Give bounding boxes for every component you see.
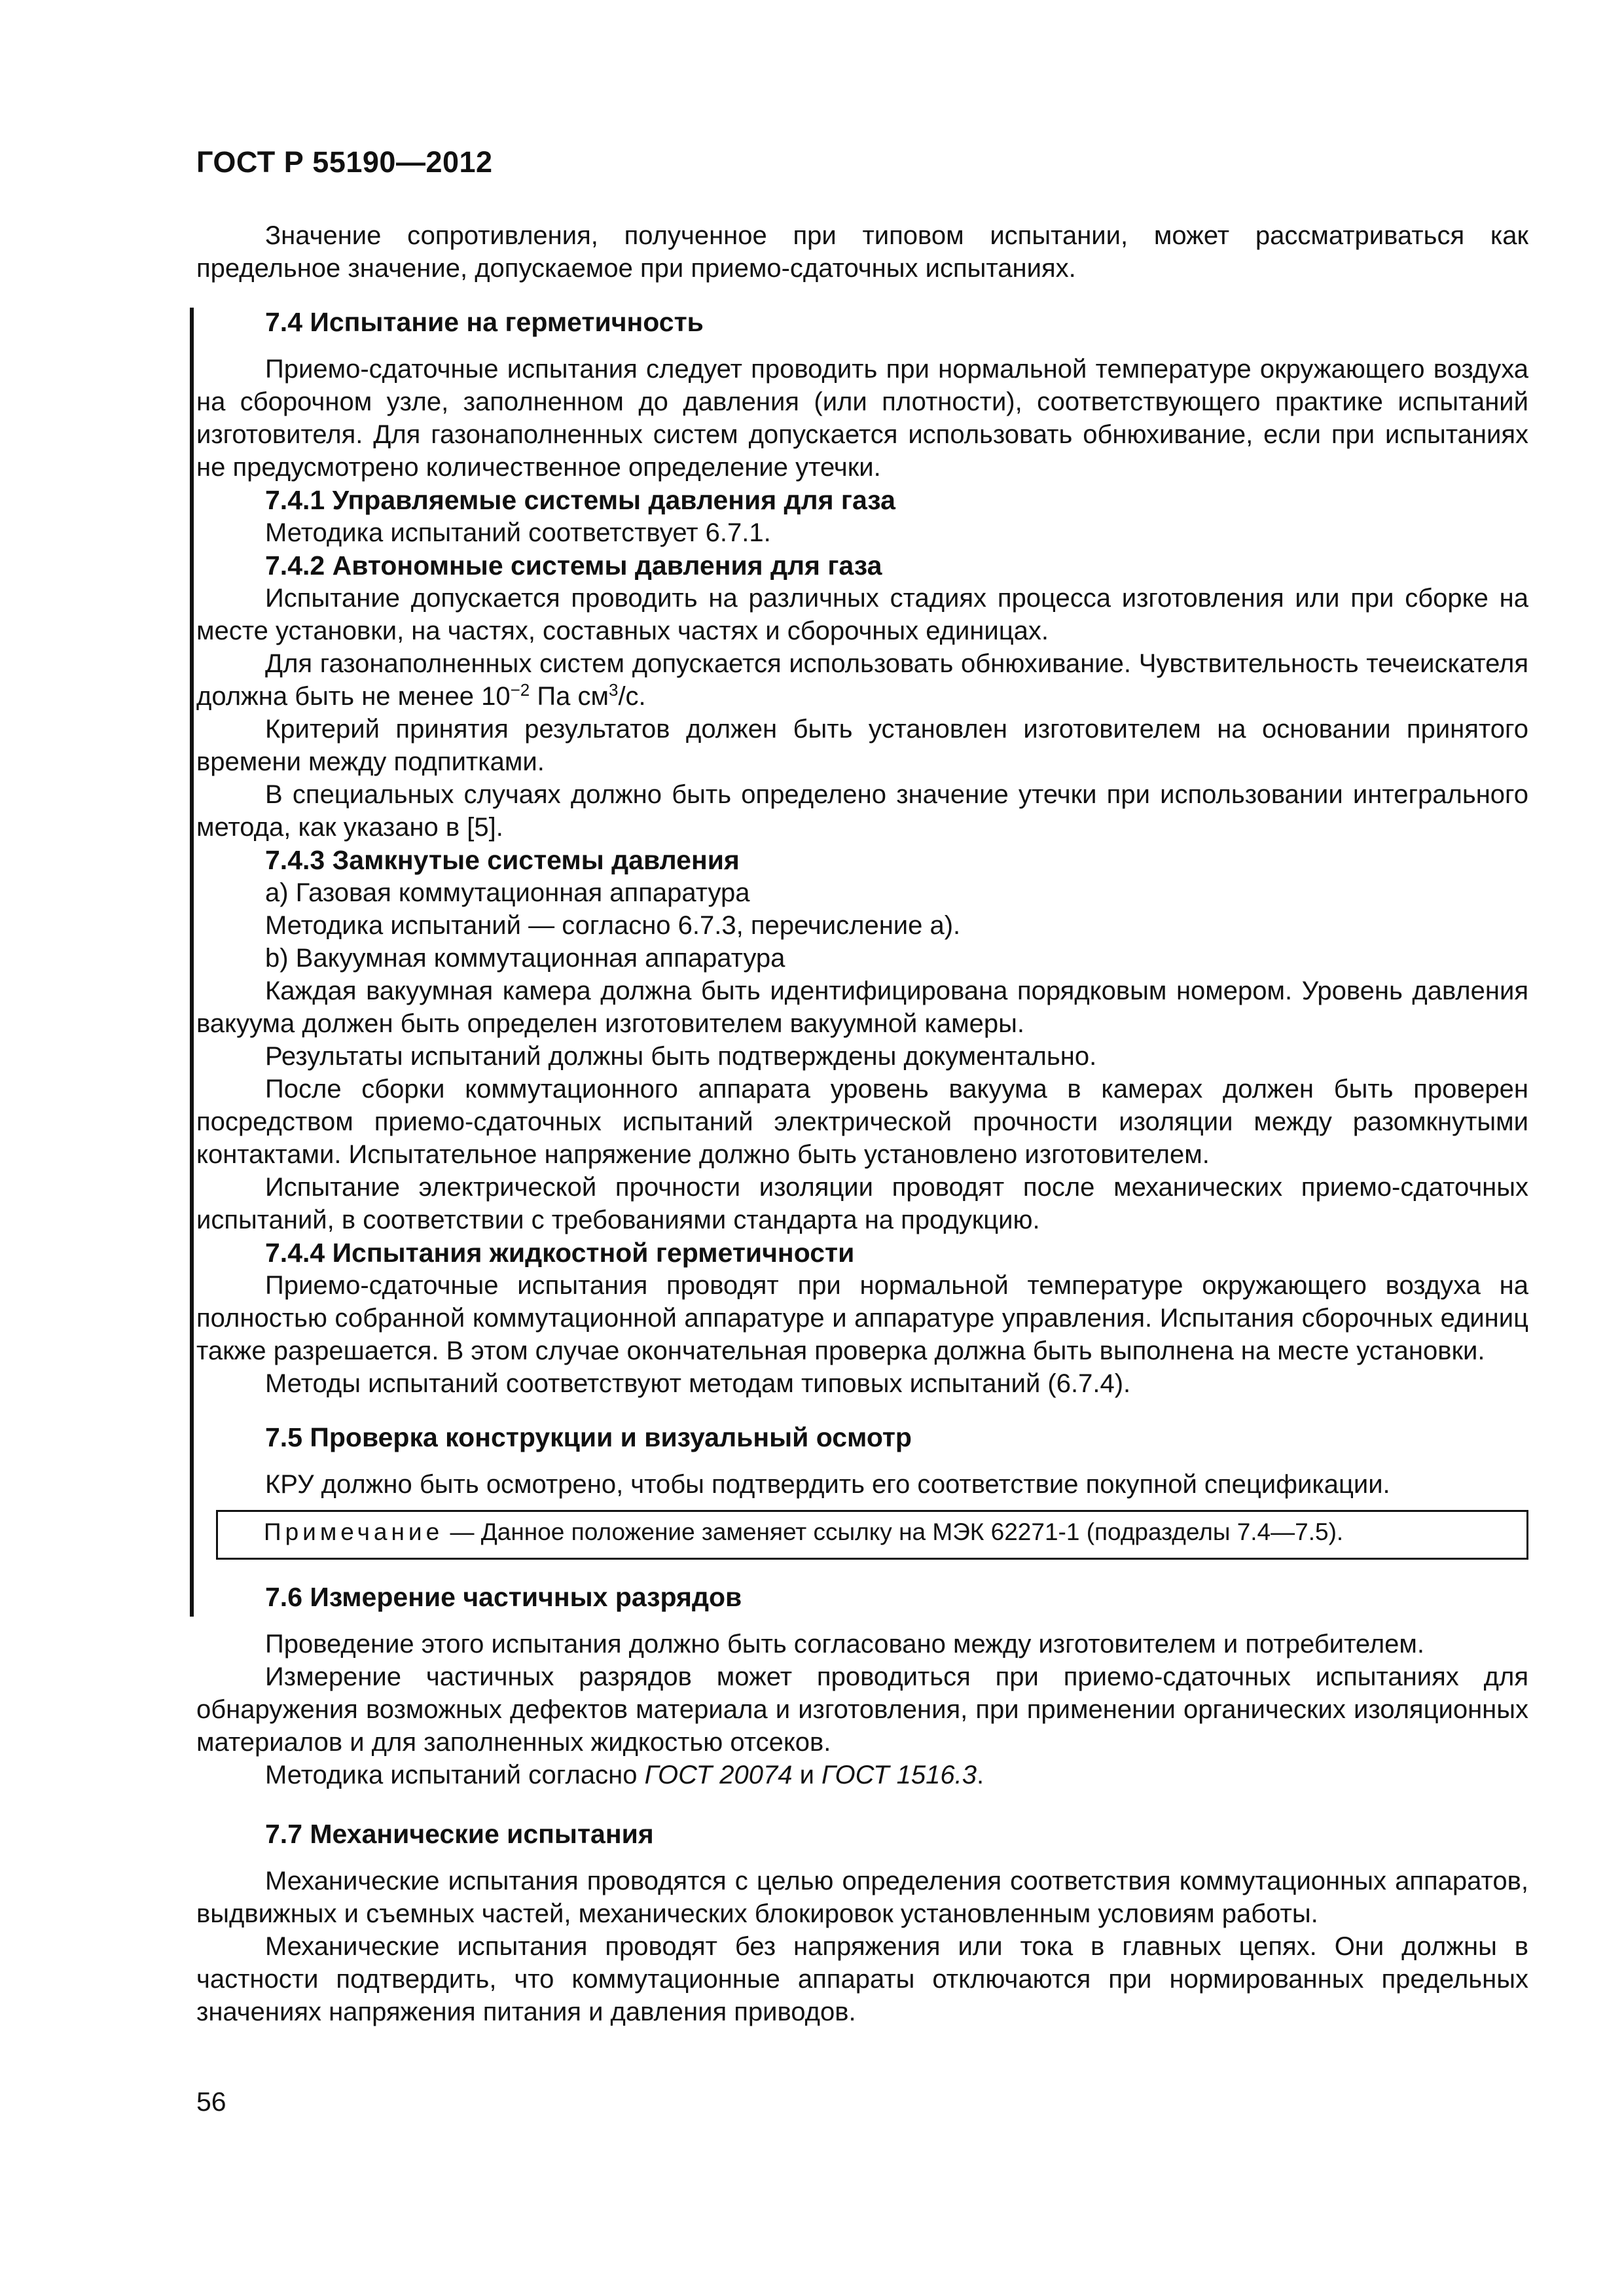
standard-reference: ГОСТ 20074	[644, 1761, 793, 1789]
section-title-7-4: 7.4 Испытание на герметичность	[265, 307, 704, 337]
page-number: 56	[196, 2087, 226, 2117]
document-header: ГОСТ Р 55190—2012	[196, 145, 493, 179]
section-title-7-5: 7.5 Проверка конструкции и визуальный осмотр	[265, 1422, 912, 1452]
paragraph: После сборки коммутационного аппарата уровень вакуума в камерах должен быть проверен посредством приемо-сдаточных испытаний электрической прочности изоляции между разомкнутыми контактами. Испытательное напряжение должно быть установлено изготовителем.	[196, 1075, 1528, 1169]
list-item: b) Вакуумная коммутационная аппаратура	[265, 944, 785, 973]
section-title-7-4-1: 7.4.1 Управляемые системы давления для газа	[265, 485, 895, 515]
section-title-7-4-4: 7.4.4 Испытания жидкостной герметичности	[265, 1238, 855, 1268]
paragraph: Испытание допускается проводить на различных стадиях процесса изготовления или при сборке на месте установки, на частях, составных частях и сборочных единицах.	[196, 584, 1528, 645]
paragraph: Механические испытания проводят без напряжения или тока в главных цепях. Они должны в частности подтвердить, что коммутационные аппараты отключаются при нормированных предельных значениях напряжения питания и давления приводов.	[196, 1932, 1528, 2026]
paragraph: Измерение частичных разрядов может проводиться при приемо-сдаточных испытаниях для обнаружения возможных дефектов материала и изготовления, при применении органических изоляционных материалов и для заполненных жидкостью отсеков.	[196, 1662, 1528, 1757]
note-text: — Данное положение заменяет ссылку на МЭК 62271-1 (подразделы 7.4—7.5).	[443, 1518, 1344, 1545]
note-box	[216, 1510, 1528, 1560]
paragraph: Приемо-сдаточные испытания проводят при нормальной температуре окружающего воздуха на полностью собранной коммутационной аппаратуре и аппаратуре управления. Испытания сборочных единиц также разрешается. В этом случае окончательная проверка должна быть выполнена на месте установки.	[196, 1271, 1528, 1365]
paragraph: Результаты испытаний должны быть подтверждены документально.	[265, 1042, 1097, 1071]
paragraph: КРУ должно быть осмотрено, чтобы подтвердить его соответствие покупной спецификации.	[265, 1470, 1390, 1499]
paragraph: В специальных случаях должно быть определено значение утечки при использовании интегрального метода, как указано в [5].	[196, 780, 1528, 842]
standard-reference: ГОСТ 1516.3	[821, 1761, 977, 1789]
paragraph: Механические испытания проводятся с целью определения соответствия коммутационных аппаратов, выдвижных и съемных частей, механических блокировок установленным условиям работы.	[196, 1867, 1528, 1928]
paragraph: Испытание электрической прочности изоляции проводят после механических приемо-сдаточных испытаний, в соответствии с требованиями стандарта на продукцию.	[196, 1173, 1528, 1234]
section-title-7-4-3: 7.4.3 Замкнутые системы давления	[265, 845, 740, 875]
paragraph: Методы испытаний соответствуют методам типовых испытаний (6.7.4).	[265, 1369, 1131, 1398]
paragraph: Значение сопротивления, полученное при типовом испытании, может рассматриваться как предельное значение, допускаемое при приемо-сдаточных испытаниях.	[196, 221, 1528, 283]
section-title-7-4-2: 7.4.2 Автономные системы давления для газа	[265, 550, 882, 581]
list-item: a) Газовая коммутационная аппаратура	[265, 878, 750, 907]
paragraph: Проведение этого испытания должно быть согласовано между изготовителем и потребителем.	[265, 1630, 1425, 1659]
note-label: Примечание	[264, 1518, 444, 1545]
change-bar	[190, 308, 194, 1617]
paragraph-method: Методика испытаний согласно ГОСТ 20074 и ГОСТ 1516.3.	[265, 1761, 984, 1789]
section-title-7-6: 7.6 Измерение частичных разрядов	[265, 1582, 742, 1612]
paragraph-sensitivity: Для газонаполненных систем допускается использовать обнюхивание. Чувствительность течеискателя должна быть не менее $10^{-2}$ Па $см^3/с$.	[196, 649, 1528, 711]
paragraph: Методика испытаний соответствует 6.7.1.	[265, 518, 771, 547]
paragraph: Каждая вакуумная камера должна быть идентифицирована порядковым номером. Уровень давления вакуума должен быть определен изготовителем вакуумной камеры.	[196, 977, 1528, 1038]
section-title-7-7: 7.7 Механические испытания	[265, 1819, 654, 1849]
paragraph: Критерий принятия результатов должен быть установлен изготовителем на основании принятого времени между подпитками.	[196, 715, 1528, 776]
document-body	[196, 219, 1528, 2028]
paragraph: Методика испытаний — согласно 6.7.3, перечисление а).	[265, 911, 961, 940]
paragraph: Приемо-сдаточные испытания следует проводить при нормальной температуре окружающего воздуха на сборочном узле, заполненном до давления (или плотности), соответствующего практике испытаний изготовителя. Для газонаполненных систем допускается использовать обнюхивание, если при испытаниях не предусмотрено количественное определение утечки.	[196, 355, 1528, 482]
